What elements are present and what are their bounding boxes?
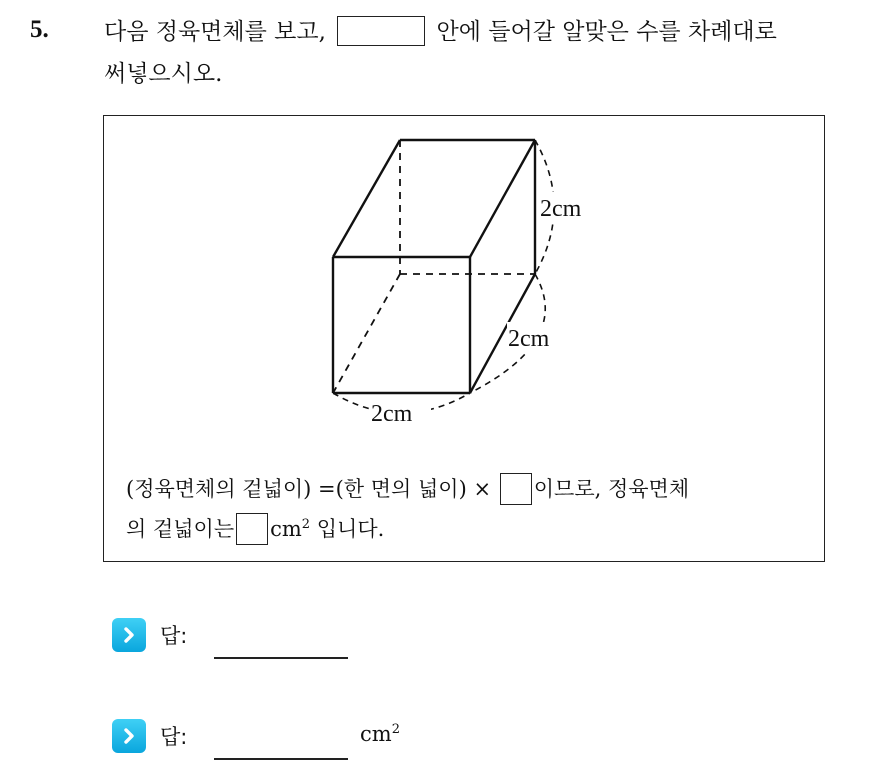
dimension-label-width: 2cm bbox=[371, 401, 413, 427]
unit-text: cm bbox=[270, 517, 302, 541]
dimension-label-height: 2cm bbox=[540, 196, 582, 222]
question-number: 5. bbox=[30, 16, 49, 43]
answer-blank-box bbox=[500, 473, 532, 505]
unit-superscript: 2 bbox=[391, 722, 400, 737]
explanation-text: 이므로, 정육면체 bbox=[533, 477, 690, 501]
chevron-right-icon bbox=[112, 719, 146, 753]
answer-label: 답: bbox=[160, 624, 188, 648]
answer-row bbox=[112, 718, 400, 754]
question-text-line1 bbox=[104, 16, 777, 48]
unit-text: cm bbox=[360, 722, 392, 746]
hidden-edge bbox=[333, 274, 400, 393]
blank-box-icon bbox=[337, 16, 425, 46]
question-text-line2: 써넣으시오. bbox=[104, 61, 223, 87]
question-text-part2: 안에 들어갈 알맞은 수를 차례대로 bbox=[436, 19, 777, 45]
explanation-text: 의 겉넓이는 bbox=[126, 517, 235, 541]
answer-row bbox=[112, 617, 187, 653]
answer-blank-box bbox=[236, 513, 268, 545]
unit-superscript: 2 bbox=[301, 517, 311, 532]
explanation-text: 입니다. bbox=[316, 517, 385, 541]
explanation-text: (정육면체의 겉넓이) =(한 면의 넓이) × bbox=[126, 477, 492, 501]
question-text-part1: 다음 정육면체를 보고, bbox=[104, 19, 326, 45]
cube-edge bbox=[333, 140, 400, 257]
answer-input-line[interactable] bbox=[214, 758, 348, 760]
dimension-label-depth: 2cm bbox=[508, 326, 550, 352]
explanation-line2 bbox=[126, 510, 384, 547]
answer-unit bbox=[360, 722, 400, 746]
answer-input-line[interactable] bbox=[214, 657, 348, 659]
answer-label: 답: bbox=[160, 725, 188, 749]
explanation-line1 bbox=[126, 474, 689, 507]
cube-edge bbox=[470, 140, 535, 257]
chevron-right-icon bbox=[112, 618, 146, 652]
